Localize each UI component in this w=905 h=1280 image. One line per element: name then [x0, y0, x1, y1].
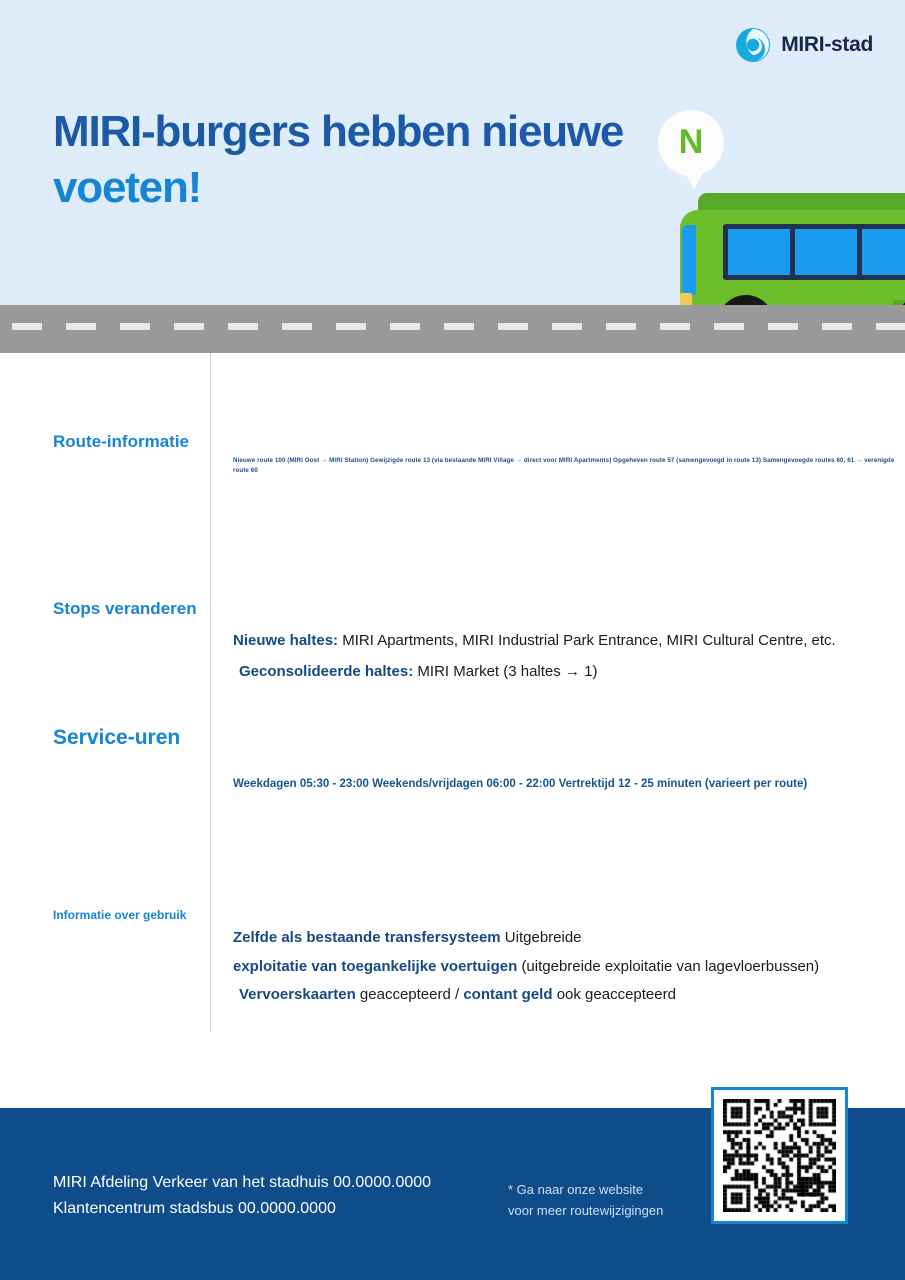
section-label-route: Route-informatie [53, 432, 189, 451]
bus-door [682, 225, 696, 295]
brand-logo[interactable] [735, 27, 873, 63]
page-title [53, 104, 693, 217]
usage-line-3-rest: ook geaccepteerd [556, 986, 676, 1003]
new-stops-value: MIRI Apartments, MIRI Industrial Park Entrance, MIRI Cultural Centre, etc. [342, 632, 836, 649]
usage-line-1-bold: Zelfde als bestaande transfersysteem [233, 929, 501, 946]
usage-line-3-bold-b: contant geld [463, 986, 553, 1003]
road-dash [120, 323, 150, 330]
content-sections [0, 353, 905, 1033]
bus-headlamp [680, 293, 692, 305]
footer-contact-line-2: Klantencentrum stadsbus 00.0000.0000 [53, 1200, 336, 1218]
usage-line-2 [233, 953, 905, 982]
bus-windows [723, 224, 905, 280]
footer-website-note [508, 1180, 663, 1222]
section-label-stops: Stops veranderen [53, 599, 197, 618]
road-dash [282, 323, 312, 330]
headline-line-1: MIRI-burgers hebben nieuwe [53, 107, 624, 156]
brand-name: MIRI-stad [781, 33, 873, 56]
headline-line-2: voeten! [53, 163, 202, 213]
green-city-bus-icon [668, 193, 905, 305]
road-dash [606, 323, 636, 330]
section-stops-veranderen [0, 561, 905, 688]
usage-line-2-bold: exploitatie van toegankelijke voertuigen [233, 957, 518, 975]
road-dash [498, 323, 528, 330]
road-dash [552, 323, 582, 330]
road-dash [390, 323, 420, 330]
consolidated-stops-key: Geconsolideerde haltes: [239, 662, 414, 680]
usage-line-3-bold-a: Vervoerskaarten [239, 986, 356, 1003]
road-dash [768, 323, 798, 330]
road-dash [336, 323, 366, 330]
section-label-hours: Service-uren [53, 726, 181, 749]
section-informatie-over-gebruik [0, 878, 905, 1033]
road-dash [660, 323, 690, 330]
consolidated-stops-value: MIRI Market (3 haltes → 1) [417, 662, 598, 680]
road-with-dashes-icon [0, 305, 905, 353]
qr-code-icon[interactable] [711, 1087, 848, 1224]
footer-contact-line-1: MIRI Afdeling Verkeer van het stadhuis 00.0000.0000 [53, 1174, 432, 1191]
section-body-stops [211, 598, 905, 688]
section-body-usage [211, 908, 905, 1010]
road-dash [444, 323, 474, 330]
hero-banner [0, 0, 905, 305]
road-dash [66, 323, 96, 330]
road-dash [228, 323, 258, 330]
road-dash [714, 323, 744, 330]
usage-line-1-rest: Uitgebreide [504, 929, 582, 946]
service-hours-text: Weekdagen 05:30 - 23:00 Weekends/vrijdagen 06:00 - 22:00 Vertrektijd 12 - 25 minuten (varieert per route) [233, 778, 808, 790]
road-dash [12, 323, 42, 330]
qr-canvas [723, 1099, 836, 1212]
footer-note-line-2: voor meer routewijzigingen [508, 1202, 664, 1218]
footer-note-line-1: * Ga naar onze website [508, 1182, 644, 1197]
footer-contact [53, 1170, 431, 1223]
road-dash [876, 323, 905, 330]
section-route-informatie [0, 353, 905, 561]
usage-line-3 [233, 981, 905, 1010]
usage-line-1 [233, 924, 905, 953]
usage-line-3-mid: geaccepteerd / [359, 986, 460, 1003]
bus-window [728, 229, 790, 275]
pin-letter: N [678, 123, 704, 161]
bus-window [795, 229, 857, 275]
road-dash-row [0, 323, 905, 330]
road-dash [174, 323, 204, 330]
road-dash [822, 323, 852, 330]
bus-window [862, 229, 905, 275]
section-body-route [211, 431, 905, 476]
new-stops-key: Nieuwe haltes: [233, 632, 339, 649]
section-label-usage: Informatie over gebruik [53, 908, 187, 922]
route-information-text: Nieuwe route 100 (MIRI Oost → MIRI Station) Gewijzigde route 13 (via bestaande MIRI Village → direct voor MIRI Apartments) Opgeheven route 57 (samengevoegd in route 13) Samengevoegde routes 60, 61 → verenigde route 60 [233, 457, 895, 474]
new-stops-line [233, 626, 905, 657]
section-body-hours [211, 725, 905, 793]
miri-swirl-logo-icon [735, 27, 771, 63]
section-service-uren [0, 688, 905, 878]
consolidated-stops-line [233, 657, 905, 688]
usage-line-2-rest: (uitgebreide exploitatie van lagevloerbussen) [521, 957, 820, 975]
